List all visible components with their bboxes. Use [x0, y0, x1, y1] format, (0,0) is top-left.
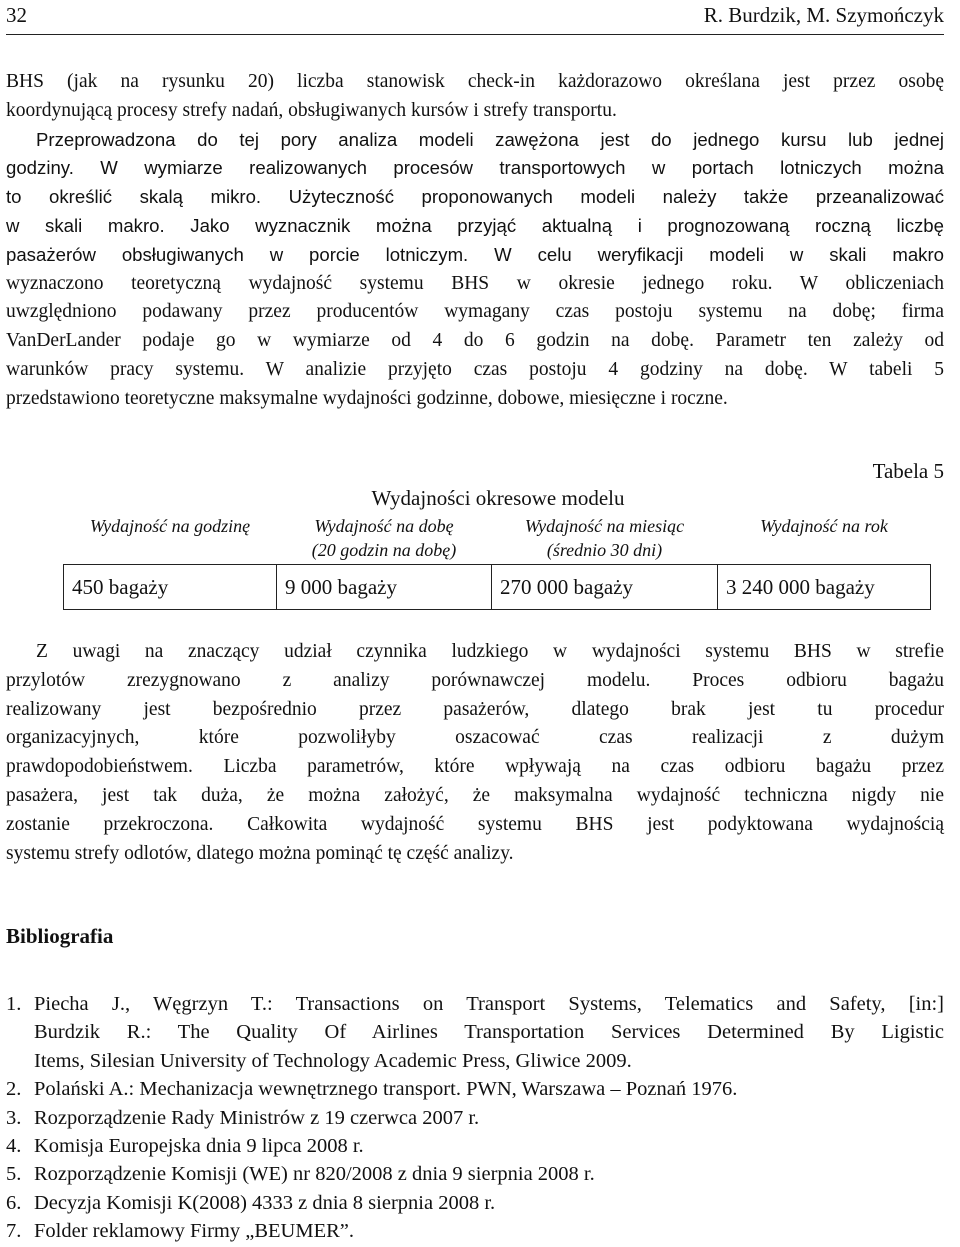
text-line: prawdopodobieństwem. Liczba parametrów, które wpływają na czas odbioru bagażu przez	[6, 756, 944, 778]
text-line: systemu strefy odlotów, dlatego można pominąć tę część analizy.	[6, 842, 514, 864]
table-header-cell	[277, 512, 492, 565]
page-number: 32	[6, 3, 27, 27]
text-line: zostanie przekroczona. Całkowita wydajność systemu BHS jest podyktowana wydajnością	[6, 813, 944, 835]
bibliography-item	[6, 1189, 944, 1217]
item-number: 1.	[6, 993, 22, 1015]
header-line: Wydajność na rok	[760, 516, 888, 536]
text-line: pasażerów obsługiwanych w porcie lotniczym. W celu weryfikacji modeli w skali makro	[6, 243, 944, 265]
item-text: Rozporządzenie Komisji (WE) nr 820/2008 z dnia 9 sierpnia 2008 r.	[34, 1163, 595, 1186]
table-header-cell	[492, 512, 718, 565]
item-number: 2.	[6, 1078, 22, 1101]
table-cell: 3 240 000 bagaży	[718, 565, 931, 610]
text-line: koordynującą procesy strefy nadań, obsługiwanych kursów i strefy transportu.	[6, 99, 617, 121]
item-text: Polański A.: Mechanizacja wewnętrznego transport. PWN, Warszawa – Poznań 1976.	[34, 1078, 738, 1101]
table-header-row	[64, 512, 931, 565]
table-title: Wydajności okresowe modelu	[371, 486, 625, 510]
throughput-table	[63, 512, 931, 610]
header-line: Wydajność na dobę	[314, 516, 454, 536]
text-line: Przeprowadzona do tej pory analiza modeli zawężona jest do jednego kursu lub jednej	[36, 128, 944, 150]
running-head-authors: R. Burdzik, M. Szymończyk	[703, 3, 944, 27]
item-number: 7.	[6, 1220, 22, 1243]
text-line: to określić skalą mikro. Użyteczność proponowanych modeli należy także przeanalizować	[6, 186, 944, 208]
table-label: Tabela 5	[872, 459, 944, 483]
item-text: Rozporządzenie Rady Ministrów z 19 czerwca 2007 r.	[34, 1106, 480, 1129]
header-subline: (20 godzin na dobę)	[311, 540, 457, 560]
table-cell: 9 000 bagaży	[277, 565, 492, 610]
table-row	[64, 565, 931, 610]
item-text: Items, Silesian University of Technology Academic Press, Gliwice 2009.	[34, 1049, 632, 1072]
table-header-cell	[718, 512, 931, 565]
item-number: 4.	[6, 1135, 22, 1158]
text-line: godziny. W wymiarze realizowanych procesów transportowych w portach lotniczych można	[6, 157, 944, 179]
bibliography-item	[6, 1104, 944, 1132]
item-number: 6.	[6, 1191, 22, 1214]
table-header-cell	[64, 512, 277, 565]
item-text: Burdzik R.: The Quality Of Airlines Transportation Services Determined By Ligistic	[34, 1021, 944, 1044]
text-line: BHS (jak na rysunku 20) liczba stanowisk check-in każdorazowo określana jest przez osobę	[6, 71, 944, 92]
text-line: przylotów zrezygnowano z analizy porównawczej modelu. Proces odbioru bagażu	[6, 669, 944, 691]
bibliography-item	[6, 990, 944, 1075]
text-line: uwzględniono podawany przez producentów wymagany czas postoju systemu na dobę; firma	[6, 301, 944, 323]
header-line: Wydajność na miesiąc	[524, 516, 685, 536]
bibliography-heading: Bibliografia	[6, 924, 114, 948]
bibliography-item	[6, 1160, 944, 1188]
bibliography-item	[6, 1132, 944, 1160]
header-subline: (średnio 30 dni)	[546, 540, 663, 560]
item-text: Folder reklamowy Firmy „BEUMER”.	[34, 1220, 354, 1243]
text-line: Z uwagi na znaczący udział czynnika ludzkiego w wydajności systemu BHS w strefie	[36, 641, 944, 662]
bibliography-item	[6, 1075, 944, 1103]
item-text: Piecha J., Węgrzyn T.: Transactions on Transport Systems, Telematics and Safety, [in:]	[34, 993, 944, 1015]
page-header	[6, 0, 944, 35]
bibliography-item	[6, 1217, 944, 1245]
item-text: Decyzja Komisji K(2008) 4333 z dnia 8 sierpnia 2008 r.	[34, 1191, 496, 1214]
text-line: wyznaczono teoretyczną wydajność systemu BHS w okresie jednego roku. W obliczeniach	[6, 272, 944, 294]
item-text: Komisja Europejska dnia 9 lipca 2008 r.	[34, 1135, 364, 1158]
header-line: Wydajność na godzinę	[89, 516, 251, 536]
text-line: przedstawiono teoretyczne maksymalne wydajności godzinne, dobowe, miesięczne i roczne.	[6, 387, 728, 409]
text-line: pasażera, jest tak duża, że można założyć, że maksymalna wydajność techniczna nigdy nie	[6, 784, 944, 806]
bibliography-list	[6, 990, 944, 1246]
paragraph-arrivals	[6, 638, 944, 868]
text-line: warunków pracy systemu. W analizie przyjęto czas postoju 4 godziny na dobę. W tabeli 5	[6, 358, 944, 380]
table-cell: 270 000 bagaży	[492, 565, 718, 610]
item-number: 5.	[6, 1163, 22, 1186]
item-number: 3.	[6, 1106, 22, 1129]
text-line: VanDerLander podaje go w wymiarze od 4 do 6 godzin na dobę. Parametr ten zależy od	[6, 330, 944, 352]
text-line: organizacyjnych, które pozwoliłyby oszacować czas realizacji z dużym	[6, 727, 944, 749]
table-cell: 450 bagaży	[64, 565, 277, 610]
text-line: realizowany jest bezpośrednio przez pasażerów, dlatego brak jest tu procedur	[6, 698, 944, 720]
paragraph-bhs-intro	[6, 68, 944, 414]
text-line: w skali makro. Jako wyznacznik można przyjąć aktualną i prognozowaną roczną liczbę	[6, 214, 944, 236]
